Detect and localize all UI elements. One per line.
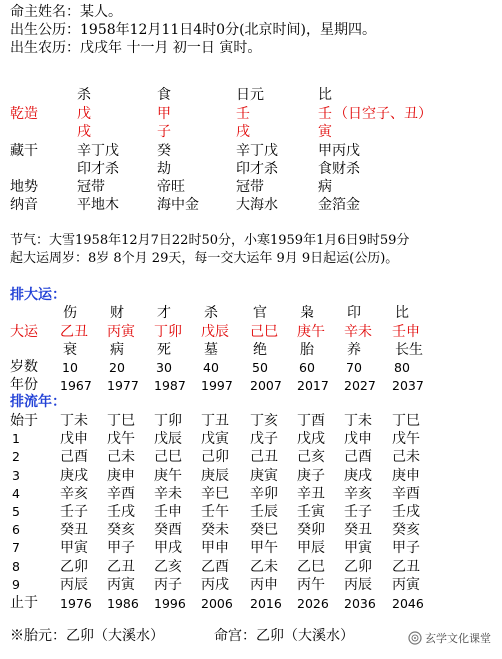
dayun-year: 1967	[60, 378, 92, 393]
liunian-year-pillar: 己丑	[250, 449, 278, 465]
heavenly-stem: 甲	[157, 106, 171, 122]
liunian-year-pillar: 己亥	[297, 449, 325, 465]
dishi: 帝旺	[157, 179, 185, 195]
liunian-start: 丁丑	[201, 413, 229, 429]
liunian-year-pillar: 丙子	[154, 577, 182, 593]
dayun-state: 胎	[300, 342, 314, 358]
dayun-year: 1977	[107, 378, 139, 393]
liunian-index: 1	[12, 431, 20, 446]
liunian-year-pillar: 戊戌	[297, 431, 325, 447]
liunian-year-pillar: 庚戌	[344, 468, 372, 484]
dayun-god: 比	[395, 305, 409, 321]
liunian-year-pillar: 甲戌	[154, 540, 182, 556]
dayun-year: 1987	[154, 378, 186, 393]
dayun-year: 2017	[297, 378, 329, 393]
liunian-year-pillar: 甲子	[107, 540, 135, 556]
dayun-age: 50	[252, 360, 268, 375]
liunian-year-pillar: 庚午	[154, 468, 182, 484]
ten-god: 日元	[236, 87, 264, 103]
liunian-year-pillar: 乙丑	[392, 559, 420, 575]
liunian-year-pillar: 庚子	[297, 468, 325, 484]
liunian-year-pillar: 己未	[107, 449, 135, 465]
liunian-year-pillar: 己卯	[201, 449, 229, 465]
liunian-year-pillar: 戊申	[60, 431, 88, 447]
heavenly-stem: 戊	[77, 106, 91, 122]
dayun-god: 枭	[300, 305, 314, 321]
liunian-start: 丁卯	[154, 413, 182, 429]
liunian-year-pillar: 壬午	[201, 504, 229, 520]
dayun-pillar: 丙寅	[107, 324, 135, 340]
liunian-year-pillar: 丙申	[250, 577, 278, 593]
liunian-year-pillar: 辛巳	[201, 486, 229, 502]
liunian-year-pillar: 戊辰	[154, 431, 182, 447]
dayun-year: 2027	[344, 378, 376, 393]
liunian-year-pillar: 乙巳	[297, 559, 325, 575]
hidden-gods: 劫	[157, 161, 171, 177]
liunian-year-pillar: 壬戌	[392, 504, 420, 520]
end-label: 止于	[10, 595, 38, 611]
nayin: 金箔金	[318, 197, 360, 213]
liunian-year-pillar: 丙辰	[344, 577, 372, 593]
liunian-index: 5	[12, 504, 20, 519]
dayun-god: 才	[157, 305, 171, 321]
hidden-stems: 甲丙戊	[318, 143, 360, 159]
liunian-year-pillar: 辛亥	[344, 486, 372, 502]
liunian-year-pillar: 癸丑	[60, 522, 88, 538]
liunian-year-pillar: 庚寅	[250, 468, 278, 484]
liunian-year-pillar: 庚申	[107, 468, 135, 484]
liunian-index: 4	[12, 486, 20, 501]
liunian-start: 丁酉	[297, 413, 325, 429]
ten-god: 比	[318, 87, 332, 103]
lunar-birth: 出生农历：戊戌年 十一月 初一日 寅时。	[10, 40, 262, 56]
liunian-end-year: 2016	[250, 596, 282, 611]
dayun-age: 40	[203, 360, 219, 375]
nayin: 平地木	[77, 197, 119, 213]
earthly-branch: 子	[157, 124, 171, 140]
dayun-state: 病	[110, 342, 124, 358]
dayun-year: 2007	[250, 378, 282, 393]
liunian-end-year: 2046	[392, 596, 424, 611]
dayun-state: 养	[347, 342, 361, 358]
liunian-year-pillar: 壬寅	[297, 504, 325, 520]
liunian-year-pillar: 丙寅	[392, 577, 420, 593]
liunian-index: 7	[12, 540, 20, 555]
liunian-year-pillar: 乙未	[250, 559, 278, 575]
liunian-year-pillar: 癸未	[201, 522, 229, 538]
hidden-stems: 癸	[157, 143, 171, 159]
liunian-year-pillar: 庚辰	[201, 468, 229, 484]
hidden-stems: 辛丁戊	[236, 143, 278, 159]
liunian-year-pillar: 戊寅	[201, 431, 229, 447]
dayun-state: 墓	[204, 342, 218, 358]
hidden-stems: 辛丁戊	[77, 143, 119, 159]
liunian-start: 丁巳	[392, 413, 420, 429]
liunian-title: 排流年：	[10, 394, 66, 410]
liunian-year-pillar: 辛酉	[107, 486, 135, 502]
liunian-year-pillar: 庚戌	[60, 468, 88, 484]
dayun-pillar: 庚午	[297, 324, 325, 340]
liunian-index: 2	[12, 449, 20, 464]
heavenly-stem: 壬	[318, 106, 332, 122]
dayun-age: 30	[156, 360, 172, 375]
solar-birth: 出生公历：1958年12月11日4时0分(北京时间)，星期四。	[10, 22, 376, 38]
liunian-year-pillar: 癸亥	[107, 522, 135, 538]
dishi: 冠带	[77, 179, 105, 195]
dayun-age: 20	[109, 360, 125, 375]
dayun-god: 印	[347, 305, 361, 321]
dayun-pillar: 丁卯	[154, 324, 182, 340]
dayun-title: 排大运：	[10, 287, 66, 303]
liunian-year-pillar: 甲辰	[297, 540, 325, 556]
dishi: 病	[318, 179, 332, 195]
dayun-pillar: 壬申	[392, 324, 420, 340]
dayun-god: 伤	[63, 305, 77, 321]
age-label: 岁数	[10, 359, 38, 375]
earthly-branch: 戌	[236, 124, 250, 140]
jieqi-line: 节气：大雪1958年12月7日22时50分，小寒1959年1月6日9时59分	[10, 233, 410, 248]
liunian-year-pillar: 己酉	[60, 449, 88, 465]
minggong: 命宫：乙卯（大溪水）	[214, 628, 354, 644]
dayun-age: 60	[299, 360, 315, 375]
qiyun-line: 起大运周岁：8岁 8个月 29天，每一交大运年 9月 9日起运(公历)。	[10, 251, 399, 266]
hidden-gods: 食财杀	[318, 161, 360, 177]
dayun-age: 70	[346, 360, 362, 375]
dayun-year: 2037	[392, 378, 424, 393]
liunian-year-pillar: 甲午	[250, 540, 278, 556]
year-label: 年份	[10, 377, 38, 393]
start-label: 始于	[10, 413, 38, 429]
dayun-state: 绝	[253, 342, 267, 358]
liunian-year-pillar: 甲申	[201, 540, 229, 556]
liunian-year-pillar: 癸丑	[344, 522, 372, 538]
dayun-age: 10	[62, 360, 78, 375]
liunian-year-pillar: 戊午	[392, 431, 420, 447]
nayin: 大海水	[236, 197, 278, 213]
liunian-year-pillar: 壬子	[344, 504, 372, 520]
liunian-start: 丁未	[344, 413, 372, 429]
liunian-end-year: 1996	[154, 596, 186, 611]
heavenly-stem: 壬	[236, 106, 250, 122]
liunian-year-pillar: 戊午	[107, 431, 135, 447]
liunian-index: 8	[12, 559, 20, 574]
liunian-year-pillar: 乙酉	[201, 559, 229, 575]
dishi: 冠带	[236, 179, 264, 195]
liunian-year-pillar: 庚申	[392, 468, 420, 484]
liunian-end-year: 2036	[344, 596, 376, 611]
liunian-year-pillar: 甲子	[392, 540, 420, 556]
nayin-label: 纳音	[10, 197, 38, 213]
liunian-year-pillar: 辛卯	[250, 486, 278, 502]
hidden-gods: 印才杀	[236, 161, 278, 177]
hidden-label: 藏干	[10, 143, 38, 159]
liunian-year-pillar: 丙午	[297, 577, 325, 593]
liunian-year-pillar: 甲寅	[60, 540, 88, 556]
kong-note: （日空子、丑）	[334, 106, 432, 122]
liunian-end-year: 1986	[107, 596, 139, 611]
dayun-label: 大运	[10, 324, 38, 340]
liunian-year-pillar: 乙亥	[154, 559, 182, 575]
dayun-state: 死	[157, 342, 171, 358]
liunian-year-pillar: 丙寅	[107, 577, 135, 593]
dayun-pillar: 辛未	[344, 324, 372, 340]
liunian-year-pillar: 辛未	[154, 486, 182, 502]
liunian-year-pillar: 丙戌	[201, 577, 229, 593]
liunian-start: 丁巳	[107, 413, 135, 429]
liunian-year-pillar: 辛酉	[392, 486, 420, 502]
liunian-start: 丁亥	[250, 413, 278, 429]
owner-name: 命主姓名：某人。	[10, 4, 122, 20]
hidden-gods: 印才杀	[77, 161, 119, 177]
taiyuan: ※胎元：乙卯（大溪水）	[10, 628, 164, 644]
dayun-god: 财	[110, 305, 124, 321]
dayun-god: 官	[253, 305, 267, 321]
dayun-state: 衰	[63, 342, 77, 358]
liunian-year-pillar: 癸酉	[154, 522, 182, 538]
earthly-branch: 寅	[318, 124, 332, 140]
liunian-year-pillar: 己巳	[154, 449, 182, 465]
liunian-year-pillar: 壬戌	[107, 504, 135, 520]
liunian-year-pillar: 癸卯	[297, 522, 325, 538]
watermark	[408, 630, 491, 646]
ten-god: 杀	[77, 87, 91, 103]
liunian-year-pillar: 乙卯	[344, 559, 372, 575]
liunian-index: 9	[12, 577, 20, 592]
liunian-year-pillar: 乙丑	[107, 559, 135, 575]
dayun-pillar: 己巳	[250, 324, 278, 340]
liunian-year-pillar: 癸亥	[392, 522, 420, 538]
watermark-text: 玄学文化课堂	[425, 632, 491, 645]
liunian-year-pillar: 辛丑	[297, 486, 325, 502]
liunian-year-pillar: 己酉	[344, 449, 372, 465]
dayun-year: 1997	[201, 378, 233, 393]
liunian-index: 3	[12, 468, 20, 483]
dayun-state: 长生	[395, 342, 423, 358]
liunian-end-year: 2006	[201, 596, 233, 611]
dishi-label: 地势	[10, 179, 38, 195]
dayun-god: 杀	[204, 305, 218, 321]
liunian-year-pillar: 戊申	[344, 431, 372, 447]
dayun-age: 80	[394, 360, 410, 375]
liunian-end-year: 2026	[297, 596, 329, 611]
liunian-end-year: 1976	[60, 596, 92, 611]
ten-god: 食	[157, 87, 171, 103]
liunian-year-pillar: 壬申	[154, 504, 182, 520]
dayun-pillar: 乙丑	[60, 324, 88, 340]
qianzao-label: 乾造	[10, 106, 38, 122]
liunian-year-pillar: 乙卯	[60, 559, 88, 575]
liunian-year-pillar: 丙辰	[60, 577, 88, 593]
liunian-year-pillar: 壬子	[60, 504, 88, 520]
liunian-year-pillar: 戊子	[250, 431, 278, 447]
liunian-index: 6	[12, 522, 20, 537]
liunian-start: 丁未	[60, 413, 88, 429]
liunian-year-pillar: 壬辰	[250, 504, 278, 520]
liunian-year-pillar: 辛亥	[60, 486, 88, 502]
liunian-year-pillar: 甲寅	[344, 540, 372, 556]
earthly-branch: 戌	[77, 124, 91, 140]
liunian-year-pillar: 己未	[392, 449, 420, 465]
liunian-year-pillar: 癸巳	[250, 522, 278, 538]
wechat-official-account-icon	[408, 631, 422, 645]
dayun-pillar: 戊辰	[201, 324, 229, 340]
nayin: 海中金	[157, 197, 199, 213]
